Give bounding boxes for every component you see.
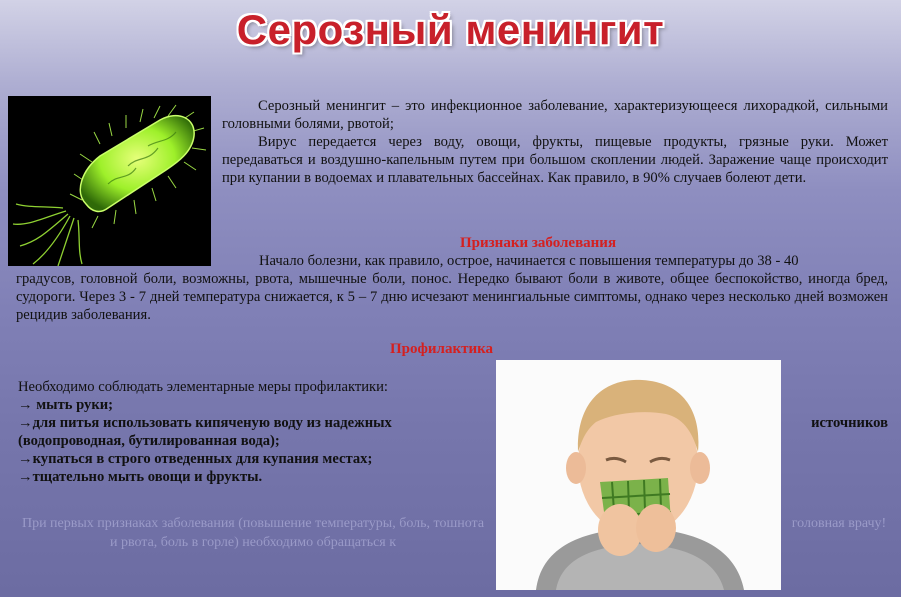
bacterium-image [8,96,211,266]
signs-rest: градусов, головной боли, возможны, рвота, мышечные боли, понос. Нередко бывают боли в животе, общее беспокойство, иногда бред, судороги. Через 3 - 7 дней температура снижается, к 5 – 7 дню исчезают менингиальные симптомы, однако через несколько дней возможен рецидив заболевания. [16,271,888,323]
signs-heading: Признаки заболевания [460,235,617,251]
prevention-item-2-left: →для питья использовать кипяченую воду из надежных [18,415,392,431]
prevention-item-2-continued: (водопроводная, бутилированная вода); [18,433,280,449]
intro-paragraph-1: Серозный менингит – это инфекционное заболевание, характеризующееся лихорадкой, сильными головными болями, рвотой; [222,98,888,132]
prevention-item-3: →купаться в строго отведенных для купания местах; [18,451,373,467]
prevention-intro: Необходимо соблюдать элементарные меры профилактики: [18,379,388,395]
intro-paragraph-2: Вирус передается через воду, овощи, фрукты, пищевые продукты, грязные руки. Может передаваться и воздушно-капельным путем при большом скоплении людей. Заражение чаще происходит при купании в водоемах и плавательных бассейнах. Как правило, в 90% случаев болеют дети. [222,134,888,186]
signs-first-line: Начало болезни, как правило, острое, начинается с повышения температуры до 38 - 40 [259,253,799,269]
slide-title: Серозный менингит [236,6,665,53]
intro-text [222,97,888,187]
footer-right-text: головная врачу! [791,516,887,531]
prevention-item-2-right: источников [811,415,888,431]
boy-photo [496,360,781,590]
signs-text [16,252,888,324]
footer-left-text: При первых признаках заболевания (повышение температуры, боль, тошнота и рвота, боль в горле) необходимо обращаться к [21,516,485,550]
prevention-heading: Профилактика [390,341,494,357]
prevention-item-1: → мыть руки; [18,397,114,413]
prevention-item-4: →тщательно мыть овощи и фрукты. [18,469,263,485]
